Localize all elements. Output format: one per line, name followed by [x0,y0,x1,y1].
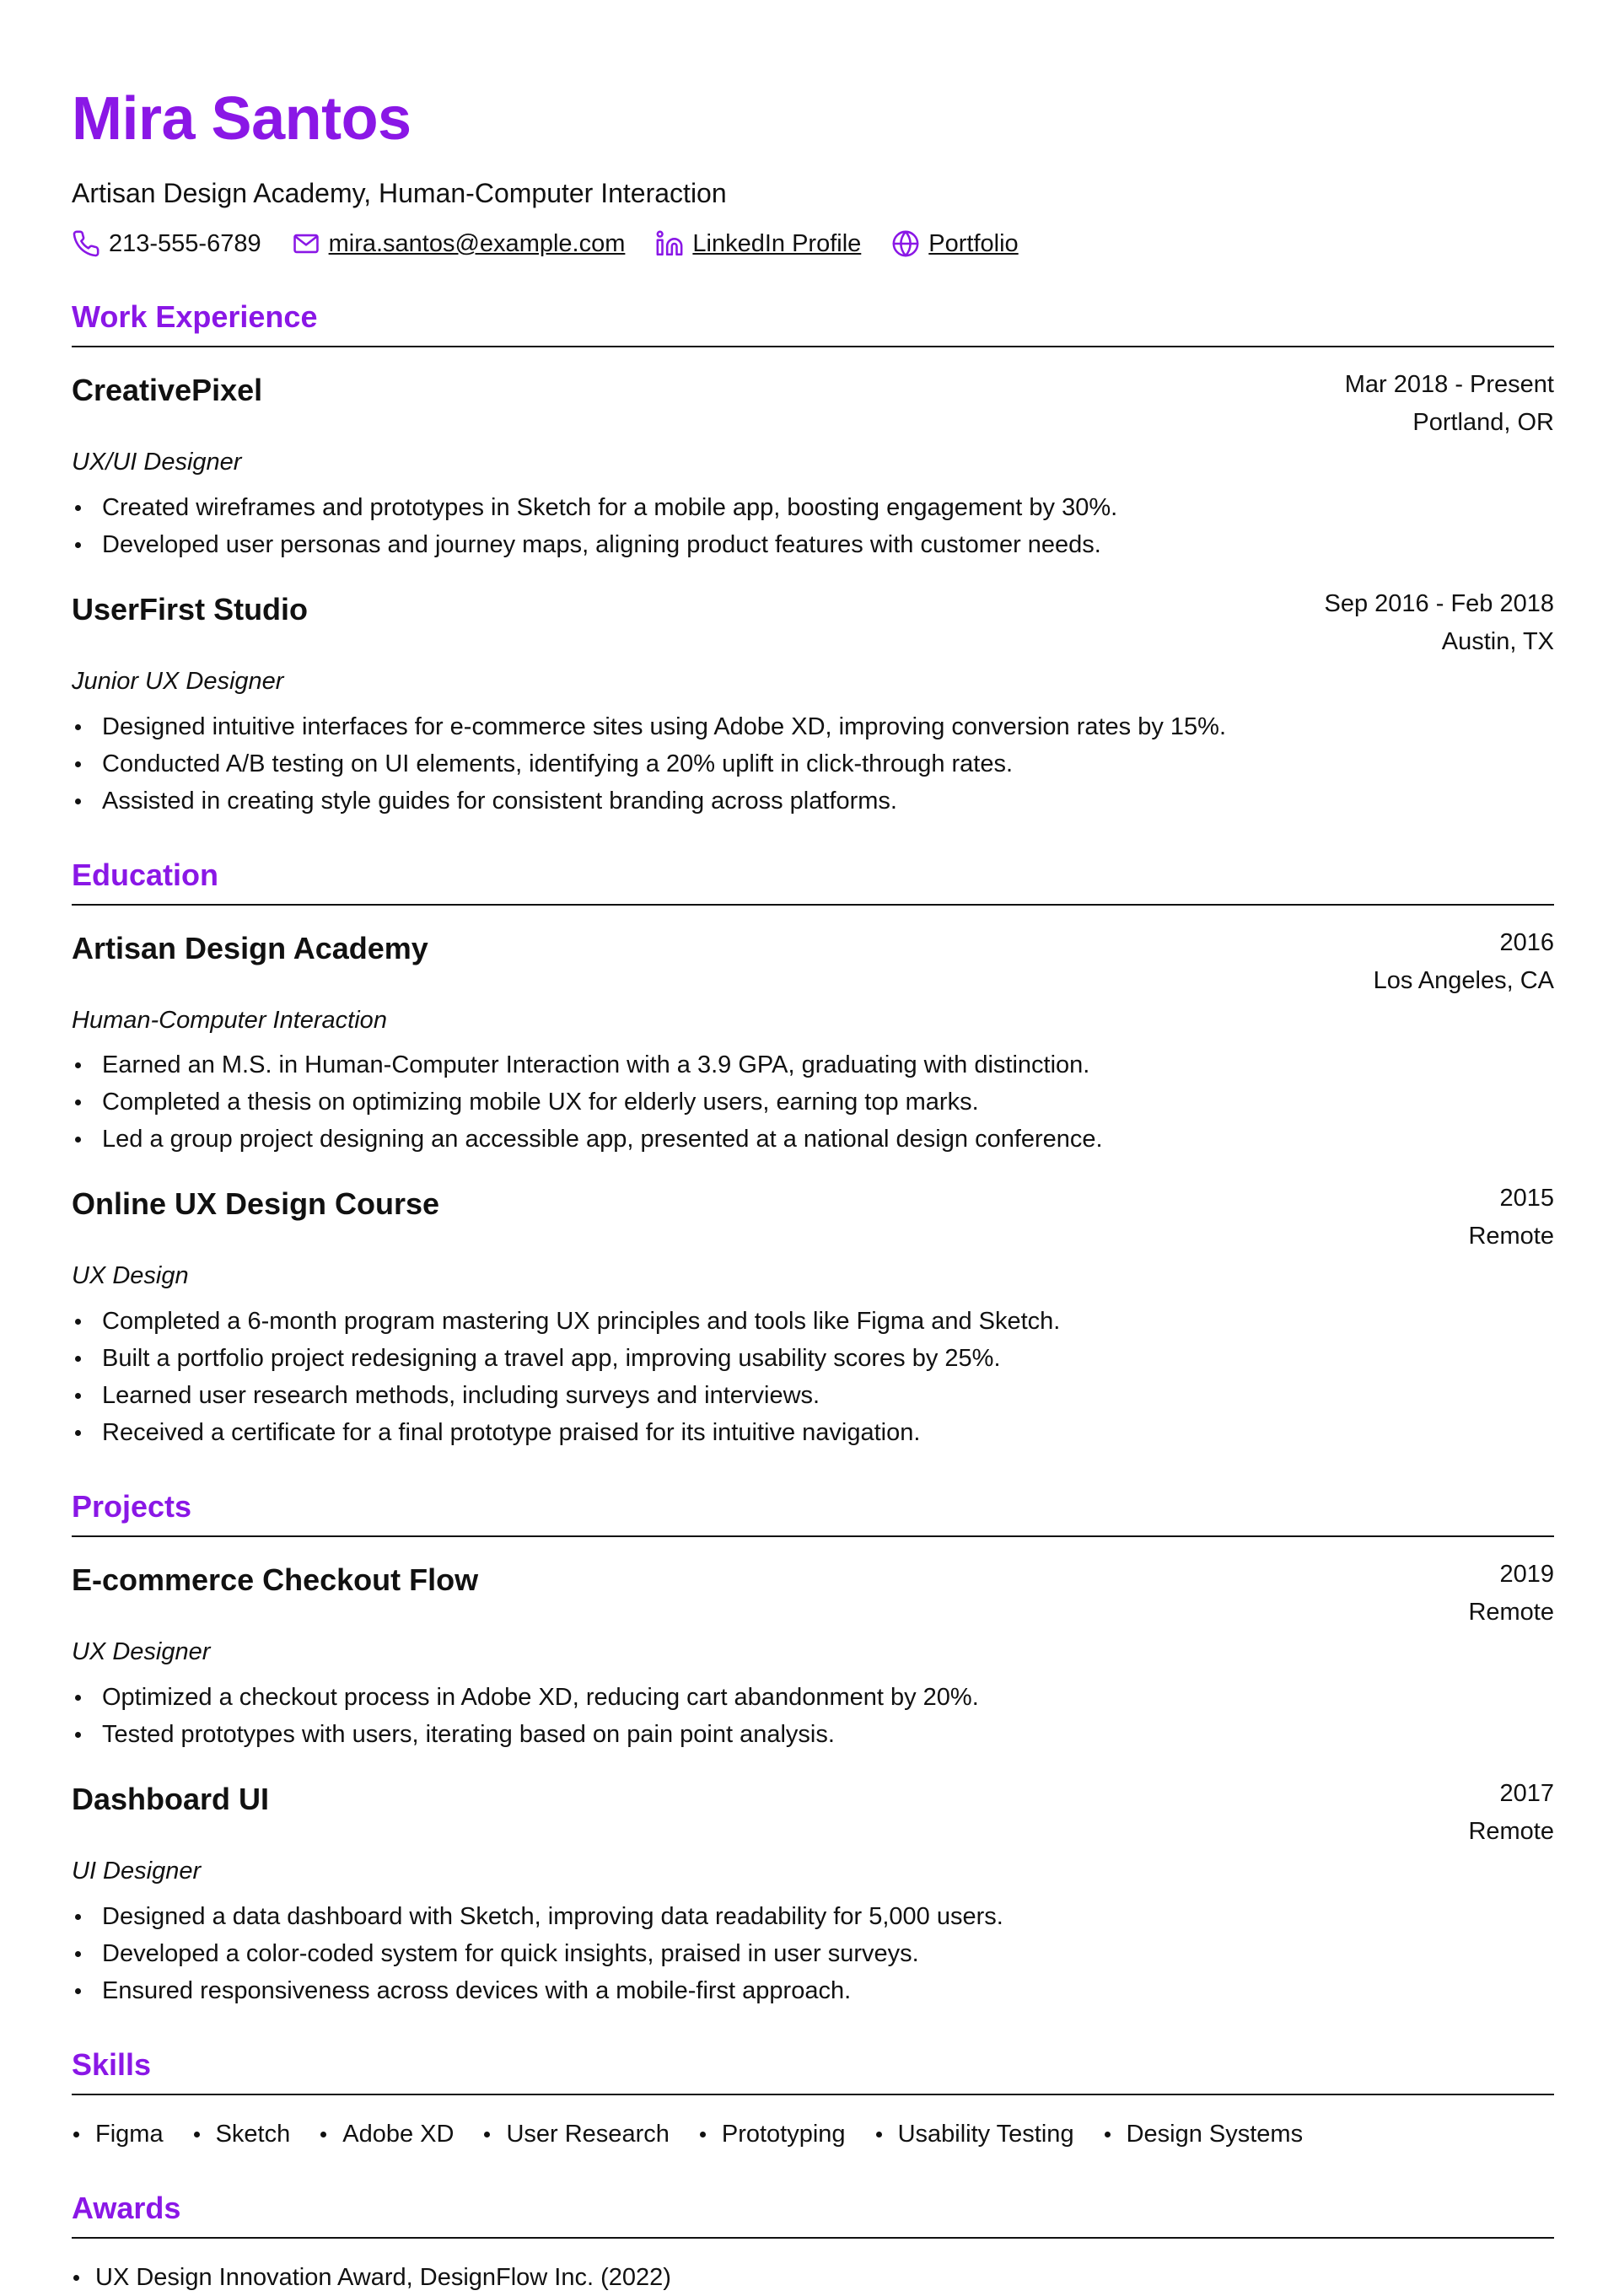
work-entry [72,373,1554,563]
project-entry [72,1779,1554,2009]
contact-linkedin[interactable] [655,229,861,258]
awards-section [72,2190,1554,2296]
entry-location: Los Angeles, CA [1373,966,1554,994]
skill-item: Prototyping [698,2116,846,2153]
bullet-item: Received a certificate for a final prototype praised for its intuitive navigation. [72,1414,1554,1451]
entry-role: Human-Computer Interaction [72,1006,387,1034]
phone-icon [72,229,100,258]
section-title-education: Education [72,860,1554,906]
skill-item: User Research [482,2116,669,2153]
phone-number: 213-555-6789 [109,229,261,257]
award-item: UX Design Innovation Award, DesignFlow Inc. (2022) [72,2259,1554,2296]
section-title-skills: Skills [72,2050,1554,2095]
bullet-item: Created wireframes and prototypes in Sketch for a mobile app, boosting engagement by 30%. [72,489,1554,526]
education-section [72,857,1554,1451]
entry-bullets [72,708,1554,820]
section-title-work: Work Experience [72,302,1554,347]
entry-location: Remote [1468,1599,1554,1627]
bullet-item: Ensured responsiveness across devices with a mobile-first approach. [72,1972,1554,2009]
section-title-awards: Awards [72,2193,1554,2239]
bullet-item: Conducted A/B testing on UI elements, identifying a 20% uplift in click-through rates. [72,745,1554,782]
entry-role: UX Design [72,1262,189,1290]
entry-bullets [72,1046,1554,1158]
entry-org: Online UX Design Course [72,1186,440,1222]
entry-role: UI Designer [72,1857,202,1885]
section-title-projects: Projects [72,1492,1554,1537]
entry-location: Portland, OR [1412,409,1554,437]
entry-dates: 2019 [1499,1561,1554,1589]
project-entry [72,1562,1554,1753]
entry-dates: Mar 2018 - Present [1344,371,1554,399]
skill-item: Figma [72,2116,164,2153]
linkedin-icon [655,229,684,258]
contact-row [72,229,1554,258]
education-entry [72,928,1554,1159]
education-entry [72,1186,1554,1451]
entry-role: UX/UI Designer [72,449,242,476]
bullet-item: Tested prototypes with users, iterating based on pain point analysis. [72,1716,1554,1753]
skill-item: Design Systems [1103,2116,1304,2153]
entry-dates: 2016 [1499,928,1554,956]
candidate-name: Mira Santos [72,85,411,153]
bullet-item: Optimized a checkout process in Adobe XD, reducing cart abandonment by 20%. [72,1679,1554,1716]
bullet-item: Designed intuitive interfaces for e-commerce sites using Adobe XD, improving conversion rates by 15%. [72,708,1554,745]
candidate-subtitle: Artisan Design Academy, Human-Computer Interaction [72,178,727,208]
entry-dates: 2015 [1499,1185,1554,1213]
bullet-item: Led a group project designing an accessible app, presented at a national design conference. [72,1121,1554,1158]
bullet-item: Learned user research methods, including surveys and interviews. [72,1377,1554,1414]
entry-org: Dashboard UI [72,1781,270,1816]
entry-org: Artisan Design Academy [72,930,428,965]
contact-portfolio[interactable] [891,229,1018,258]
bullet-item: Completed a thesis on optimizing mobile UX for elderly users, earning top marks. [72,1083,1554,1121]
globe-icon [891,229,920,258]
entry-location: Remote [1468,1817,1554,1845]
bullet-item: Completed a 6-month program mastering UX principles and tools like Figma and Sketch. [72,1303,1554,1340]
entry-bullets [72,1303,1554,1451]
bullet-item: Built a portfolio project redesigning a travel app, improving usability scores by 25%. [72,1340,1554,1377]
contact-email[interactable] [292,229,626,258]
portfolio-link[interactable]: Portfolio [928,229,1019,257]
mail-icon [292,229,320,258]
entry-role: UX Designer [72,1638,211,1666]
bullet-item: Assisted in creating style guides for consistent branding across platforms. [72,782,1554,820]
skill-item: Sketch [192,2116,291,2153]
entry-location: Austin, TX [1441,628,1554,656]
resume-content [72,85,1554,2296]
entry-org: UserFirst Studio [72,592,309,627]
work-entry [72,592,1554,820]
bullet-item: Developed a color-coded system for quick insights, praised in user surveys. [72,1935,1554,1972]
bullet-item: Earned an M.S. in Human-Computer Interaction with a 3.9 GPA, graduating with distinction. [72,1046,1554,1083]
entry-org: CreativePixel [72,373,263,408]
bullet-item: Designed a data dashboard with Sketch, improving data readability for 5,000 users. [72,1898,1554,1935]
awards-list [72,2259,1554,2296]
skill-item: Usability Testing [874,2116,1074,2153]
entry-location: Remote [1468,1223,1554,1250]
projects-section [72,1489,1554,2008]
linkedin-link[interactable]: LinkedIn Profile [692,229,862,257]
skill-item: Adobe XD [319,2116,454,2153]
entry-bullets [72,489,1554,563]
skills-section [72,2046,1554,2153]
contact-phone [72,229,261,258]
entry-role: Junior UX Designer [72,668,284,696]
entry-dates: Sep 2016 - Feb 2018 [1324,590,1554,618]
entry-org: E-commerce Checkout Flow [72,1562,479,1598]
skills-list [72,2116,1554,2153]
work-experience-section [72,299,1554,819]
bullet-item: Developed user personas and journey maps, aligning product features with customer needs. [72,526,1554,563]
email-link[interactable]: mira.santos@example.com [328,229,626,257]
entry-dates: 2017 [1499,1779,1554,1807]
entry-bullets [72,1898,1554,2009]
entry-bullets [72,1679,1554,1753]
